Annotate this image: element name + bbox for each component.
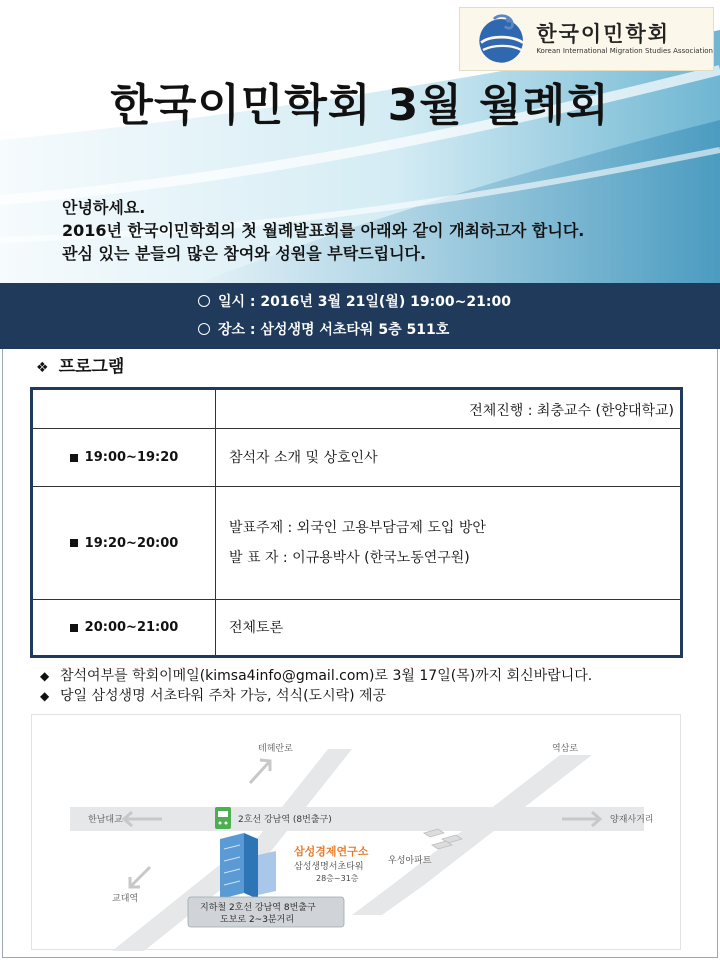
map-label-yeoksam: 역삼로 bbox=[552, 744, 579, 754]
arrow-up-right-icon bbox=[250, 760, 270, 783]
map-drawing bbox=[32, 715, 682, 951]
event-date-text: 일시 : 2016년 3월 21일(월) 19:00~21:00 bbox=[218, 294, 511, 310]
road-yeoksam-lower bbox=[352, 885, 424, 915]
notes-list bbox=[40, 666, 592, 706]
time-text: 19:00~19:20 bbox=[84, 450, 179, 465]
schedule-table bbox=[30, 387, 683, 658]
map-label-teheran: 테헤란로 bbox=[258, 744, 293, 754]
table-row bbox=[33, 429, 680, 487]
greeting-line: 안녕하세요. bbox=[62, 198, 146, 217]
time-cell bbox=[33, 600, 216, 655]
time-text: 19:20~20:00 bbox=[84, 535, 179, 551]
event-place bbox=[198, 321, 449, 339]
diamond-bullet-icon: ❖ bbox=[36, 360, 49, 376]
program-host: 전체진행 : 최충교수 (한양대학교) bbox=[469, 403, 674, 419]
road-teheran bbox=[244, 749, 352, 855]
map-label-woosung: 우성아파트 bbox=[388, 856, 432, 866]
logo-name-korean: 한국이민학회 bbox=[536, 22, 671, 46]
diamond-bullet-icon: ◆ bbox=[40, 689, 50, 703]
map-label-gyodae: 교대역 bbox=[112, 894, 139, 904]
description-line: 발표주제 : 외국인 고용부담금제 도입 방안 bbox=[229, 520, 486, 536]
table-row-header bbox=[33, 390, 680, 429]
square-bullet-icon bbox=[70, 539, 78, 547]
greeting-line: 관심 있는 분들의 많은 참여와 성원을 부탁드립니다. bbox=[62, 244, 427, 263]
program-heading-text: 프로그램 bbox=[58, 357, 125, 377]
greeting-line: 2016년 한국이민학회의 첫 월례발표회를 아래와 같이 개최하고자 합니다. bbox=[62, 221, 585, 240]
table-header-empty bbox=[33, 390, 216, 428]
time-cell bbox=[33, 429, 216, 486]
description-cell bbox=[217, 487, 680, 599]
description-cell bbox=[217, 429, 680, 486]
circle-bullet-icon bbox=[198, 323, 210, 335]
subway-exit-icon bbox=[215, 807, 231, 829]
description-line: 발 표 자 : 이규용박사 (한국노동연구원) bbox=[229, 550, 470, 566]
note-text: 참석여부를 학회이메일(kimsa4info@gmail.com)로 3월 17일(목)까지 회신바랍니다. bbox=[60, 668, 593, 684]
time-text: 20:00~21:00 bbox=[84, 620, 179, 635]
note-item bbox=[40, 686, 592, 706]
map-label-subway-line1: 지하철 2호선 강남역 8번출구 bbox=[200, 903, 316, 913]
greeting-text bbox=[62, 196, 702, 265]
note-item bbox=[40, 666, 592, 686]
logo bbox=[459, 7, 714, 71]
location-map bbox=[31, 714, 681, 950]
description-line: 참석자 소개 및 상호인사 bbox=[229, 449, 378, 466]
map-label-yangjae: 양재사거리 bbox=[610, 815, 654, 825]
circle-bullet-icon bbox=[198, 295, 210, 307]
description-cell bbox=[217, 600, 680, 655]
map-label-samsung-econ: 삼성경제연구소 bbox=[294, 845, 369, 858]
program-heading bbox=[36, 356, 124, 379]
map-label-samsung-tower: 삼성생명서초타워 bbox=[294, 862, 364, 872]
square-bullet-icon bbox=[70, 624, 78, 632]
map-label-floors: 28층~31층 bbox=[316, 874, 359, 883]
event-date bbox=[198, 293, 511, 311]
logo-name-english: Korean International Migration Studies Association bbox=[536, 47, 713, 55]
description-line: 전체토론 bbox=[229, 619, 284, 636]
time-cell bbox=[33, 487, 216, 599]
arrow-down-left-icon bbox=[130, 867, 150, 887]
map-label-subway-line2: 도보로 2~3분거리 bbox=[220, 915, 295, 925]
diamond-bullet-icon: ◆ bbox=[40, 669, 50, 683]
event-info-bar bbox=[0, 283, 720, 349]
table-row bbox=[33, 600, 680, 655]
event-place-text: 장소 : 삼성생명 서초타워 5층 511호 bbox=[218, 322, 450, 338]
table-row bbox=[33, 487, 680, 600]
note-text: 당일 삼성생명 서초타워 주차 가능, 석식(도시락) 제공 bbox=[60, 688, 387, 704]
map-label-gangnam-exit: 2호선 강남역 (8번출구) bbox=[238, 815, 332, 825]
map-label-hannam: 한남대교 bbox=[88, 815, 123, 825]
page-title: 한국이민학회 3월 월례회 bbox=[110, 80, 610, 131]
square-bullet-icon bbox=[70, 454, 78, 462]
globe-logo-icon bbox=[472, 9, 530, 69]
